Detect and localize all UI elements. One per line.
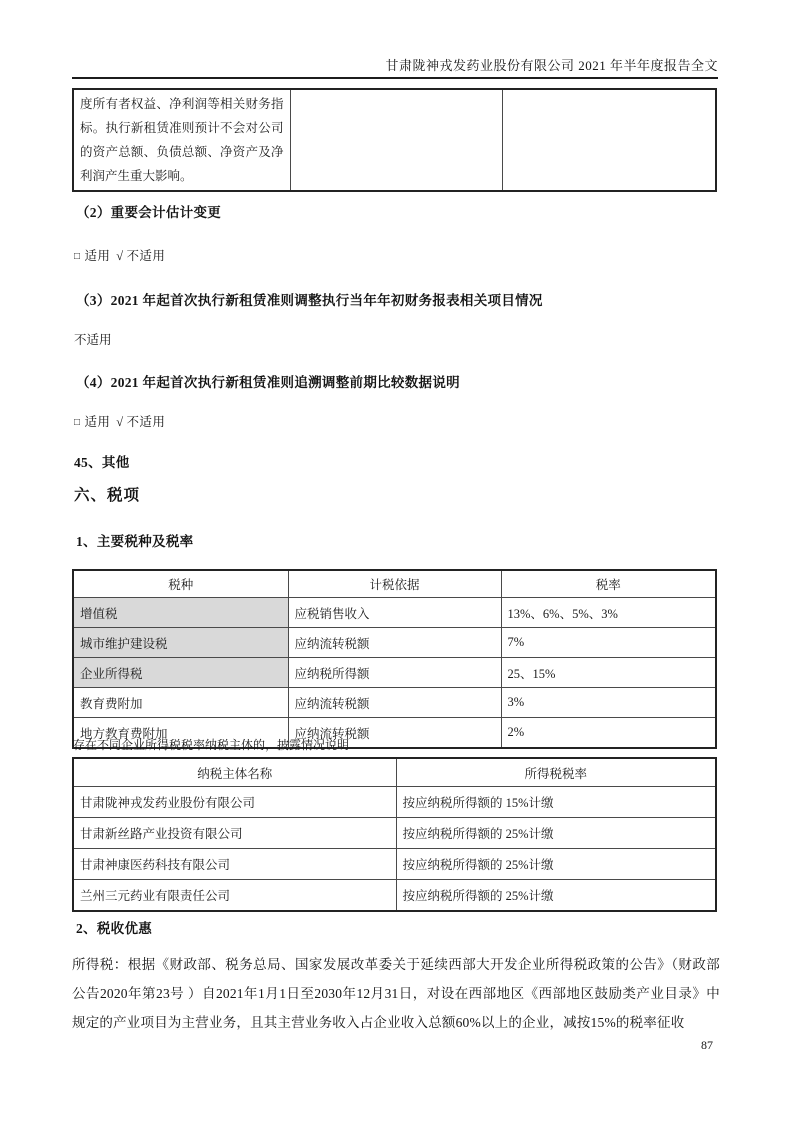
applicable-label: 适用 (84, 415, 111, 429)
cell-entity-name: 甘肃陇神戎发药业股份有限公司 (73, 787, 396, 818)
carryover-cell-text: 度所有者权益、净利润等相关财务指标。执行新租赁准则预计不会对公司的资产总额、负债总额、净资产及净利润产生重大影响。 (73, 89, 290, 191)
column-header-entity-name: 纳税主体名称 (73, 758, 396, 787)
cell-income-tax-rate: 按应纳税所得额的 25%计缴 (396, 849, 716, 880)
cell-tax-basis: 应纳流转税额 (288, 688, 501, 718)
not-applicable-label: 不适用 (126, 249, 166, 263)
checkbox-unchecked-icon: □ (74, 251, 81, 262)
cell-tax-type: 增值税 (73, 598, 288, 628)
income-tax-table (72, 757, 717, 912)
carryover-cell-empty (502, 89, 716, 191)
cell-tax-basis: 应纳税所得额 (288, 658, 501, 688)
cell-tax-type: 城市维护建设税 (73, 628, 288, 658)
cell-entity-name: 兰州三元药业有限责任公司 (73, 880, 396, 912)
cell-income-tax-rate: 按应纳税所得额的 25%计缴 (396, 818, 716, 849)
carryover-cell-empty (290, 89, 502, 191)
table-row (73, 849, 716, 880)
carryover-table (72, 88, 717, 192)
table-row (73, 688, 716, 718)
applicable-label: 适用 (84, 249, 111, 263)
cell-entity-name: 甘肃新丝路产业投资有限公司 (73, 818, 396, 849)
cell-tax-rate: 3% (501, 688, 716, 718)
cell-tax-basis: 应纳流转税额 (288, 718, 501, 749)
section-heading-other: 45、其他 (74, 455, 130, 470)
cell-income-tax-rate: 按应纳税所得额的 25%计缴 (396, 880, 716, 912)
column-header-tax-basis: 计税依据 (288, 570, 501, 598)
cell-tax-rate: 13%、6%、5%、3% (501, 598, 716, 628)
table-row (73, 818, 716, 849)
table-row (73, 598, 716, 628)
table-row (73, 880, 716, 912)
cell-tax-basis: 应纳流转税额 (288, 628, 501, 658)
tax-rate-table (72, 569, 717, 749)
column-header-tax-rate: 税率 (501, 570, 716, 598)
not-applicable-label: 不适用 (126, 415, 166, 429)
applicability-line-1 (74, 246, 165, 264)
section-heading-estimate-change: （2）重要会计估计变更 (76, 205, 222, 220)
section-heading-retrospective-adjustment: （4）2021 年起首次执行新租赁准则追溯调整前期比较数据说明 (76, 375, 460, 390)
table-header-row (73, 758, 716, 787)
cell-tax-basis: 应税销售收入 (288, 598, 501, 628)
check-mark-icon: √ (116, 249, 124, 263)
cell-tax-type: 企业所得税 (73, 658, 288, 688)
report-header-title: 甘肃陇神戎发药业股份有限公司 2021 年半年度报告全文 (385, 58, 718, 73)
column-header-tax-type: 税种 (73, 570, 288, 598)
cell-tax-rate: 2% (501, 718, 716, 749)
table-row (73, 658, 716, 688)
applicability-line-2 (74, 412, 165, 430)
tax-incentive-paragraph: 所得税：根据《财政部、税务总局、国家发展改革委关于延续西部大开发企业所得税政策的公告》（财政部公告2020年第23号 ）自2021年1月1日至2030年12月31日，对设在西部地区《西部地区鼓励类产业目录》中规定的产业项目为主营业务，且其主营业务收入占企业收入总额60%以上的企业，减按15%的税率征收 (72, 957, 720, 1030)
page-number: 87 (701, 1038, 713, 1052)
column-header-income-tax-rate: 所得税税率 (396, 758, 716, 787)
table-row (73, 628, 716, 658)
cell-tax-type: 地方教育费附加 (73, 718, 288, 749)
check-mark-icon: √ (116, 415, 124, 429)
checkbox-unchecked-icon: □ (74, 417, 81, 428)
header-divider (72, 77, 718, 79)
table-header-row (73, 570, 716, 598)
section-heading-lease-adjustment: （3）2021 年起首次执行新租赁准则调整执行当年年初财务报表相关项目情况 (76, 293, 543, 308)
cell-tax-type: 教育费附加 (73, 688, 288, 718)
cell-tax-rate: 7% (501, 628, 716, 658)
section-heading-tax-incentives: 2、税收优惠 (76, 921, 153, 936)
table-row (73, 89, 716, 191)
not-applicable-text: 不适用 (74, 333, 112, 347)
cell-entity-name: 甘肃神康医药科技有限公司 (73, 849, 396, 880)
cell-income-tax-rate: 按应纳税所得额的 15%计缴 (396, 787, 716, 818)
section-heading-main-tax-types: 1、主要税种及税率 (76, 534, 194, 549)
table-row (73, 787, 716, 818)
section-heading-taxes: 六、税项 (74, 487, 141, 504)
cell-tax-rate: 25、15% (501, 658, 716, 688)
disclosure-note: 存在不同企业所得税税率纳税主体的，披露情况说明 (73, 738, 350, 752)
